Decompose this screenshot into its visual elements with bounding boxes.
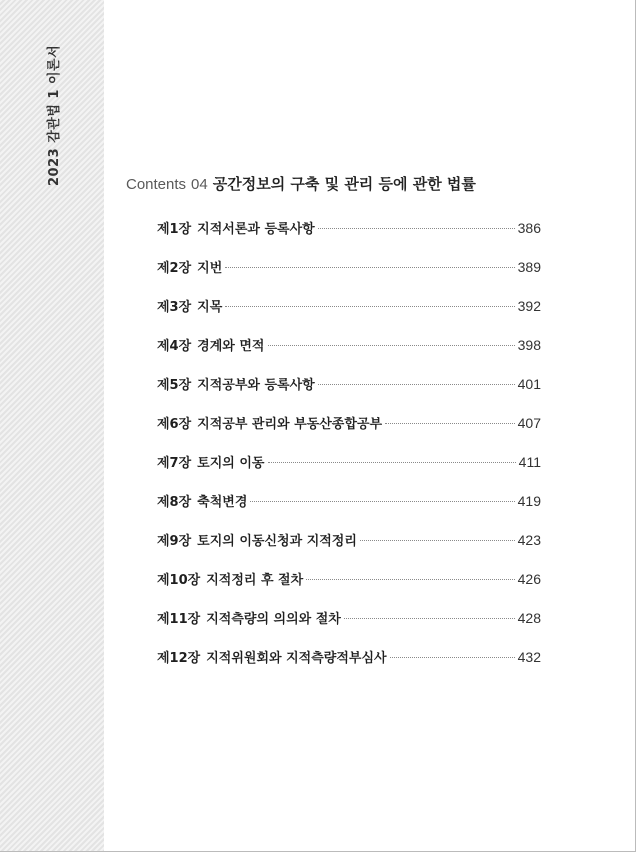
running-title: 2023 감관법 1 이론서 (47, 44, 62, 186)
dot-leader (250, 501, 514, 502)
toc-page-number: 398 (517, 337, 541, 353)
part-number: 04 (191, 176, 208, 193)
toc-entry[interactable] (157, 413, 541, 452)
toc-chapter-title: 토지의 이동신청과 지적정리 (197, 534, 357, 549)
toc-chapter-number: 제6장 (157, 417, 192, 432)
toc-entry[interactable] (157, 257, 541, 296)
dot-leader (318, 384, 515, 385)
dot-leader (344, 618, 515, 619)
toc-page-number: 426 (517, 571, 541, 587)
toc-chapter-title: 지적정리 후 절차 (206, 573, 304, 588)
side-strip (0, 0, 104, 852)
contents-heading (126, 173, 476, 194)
toc-chapter-number: 제4장 (157, 339, 192, 354)
dot-leader (225, 306, 514, 307)
toc-chapter-number: 제8장 (157, 495, 192, 510)
toc-chapter-number: 제2장 (157, 261, 192, 276)
table-of-contents (157, 218, 541, 686)
dot-leader (385, 423, 515, 424)
toc-page-number: 432 (517, 649, 541, 665)
toc-chapter-number: 제5장 (157, 378, 192, 393)
toc-chapter-title: 토지의 이동 (197, 456, 265, 471)
toc-entry[interactable] (157, 491, 541, 530)
dot-leader (225, 267, 514, 268)
toc-chapter-title: 지적측량의 의의와 절차 (206, 612, 341, 627)
toc-entry[interactable] (157, 452, 541, 491)
toc-chapter-title: 지적공부 관리와 부동산종합공부 (197, 417, 383, 432)
toc-page-number: 386 (517, 220, 541, 236)
dot-leader (268, 462, 516, 463)
toc-chapter-title: 경계와 면적 (197, 339, 265, 354)
dot-leader (318, 228, 515, 229)
toc-page-number: 389 (517, 259, 541, 275)
toc-entry[interactable] (157, 296, 541, 335)
toc-chapter-title: 지적위원회와 지적측량적부심사 (206, 651, 387, 666)
toc-page-number: 419 (517, 493, 541, 509)
part-title: 공간정보의 구축 및 관리 등에 관한 법률 (212, 175, 476, 193)
toc-chapter-number: 제12장 (157, 651, 201, 666)
toc-entry[interactable] (157, 569, 541, 608)
toc-page-number: 401 (517, 376, 541, 392)
toc-entry[interactable] (157, 530, 541, 569)
toc-chapter-number: 제10장 (157, 573, 201, 588)
toc-chapter-title: 지목 (197, 300, 223, 315)
toc-page-number: 392 (517, 298, 541, 314)
toc-page-number: 407 (517, 415, 541, 431)
toc-page-number: 428 (517, 610, 541, 626)
toc-chapter-title: 축척변경 (197, 495, 248, 510)
toc-chapter-number: 제7장 (157, 456, 192, 471)
dot-leader (360, 540, 515, 541)
toc-chapter-number: 제1장 (157, 222, 192, 237)
toc-entry[interactable] (157, 335, 541, 374)
dot-leader (390, 657, 515, 658)
toc-chapter-title: 지적서론과 등록사항 (197, 222, 315, 237)
toc-entry[interactable] (157, 608, 541, 647)
toc-chapter-number: 제3장 (157, 300, 192, 315)
toc-page-number: 411 (518, 454, 541, 470)
toc-entry[interactable] (157, 647, 541, 686)
toc-page-number: 423 (517, 532, 541, 548)
toc-chapter-number: 제9장 (157, 534, 192, 549)
toc-chapter-title: 지번 (197, 261, 223, 276)
toc-entry[interactable] (157, 374, 541, 413)
dot-leader (268, 345, 515, 346)
toc-entry[interactable] (157, 218, 541, 257)
toc-chapter-title: 지적공부와 등록사항 (197, 378, 315, 393)
toc-chapter-number: 제11장 (157, 612, 201, 627)
contents-label: Contents (126, 176, 187, 193)
dot-leader (306, 579, 514, 580)
